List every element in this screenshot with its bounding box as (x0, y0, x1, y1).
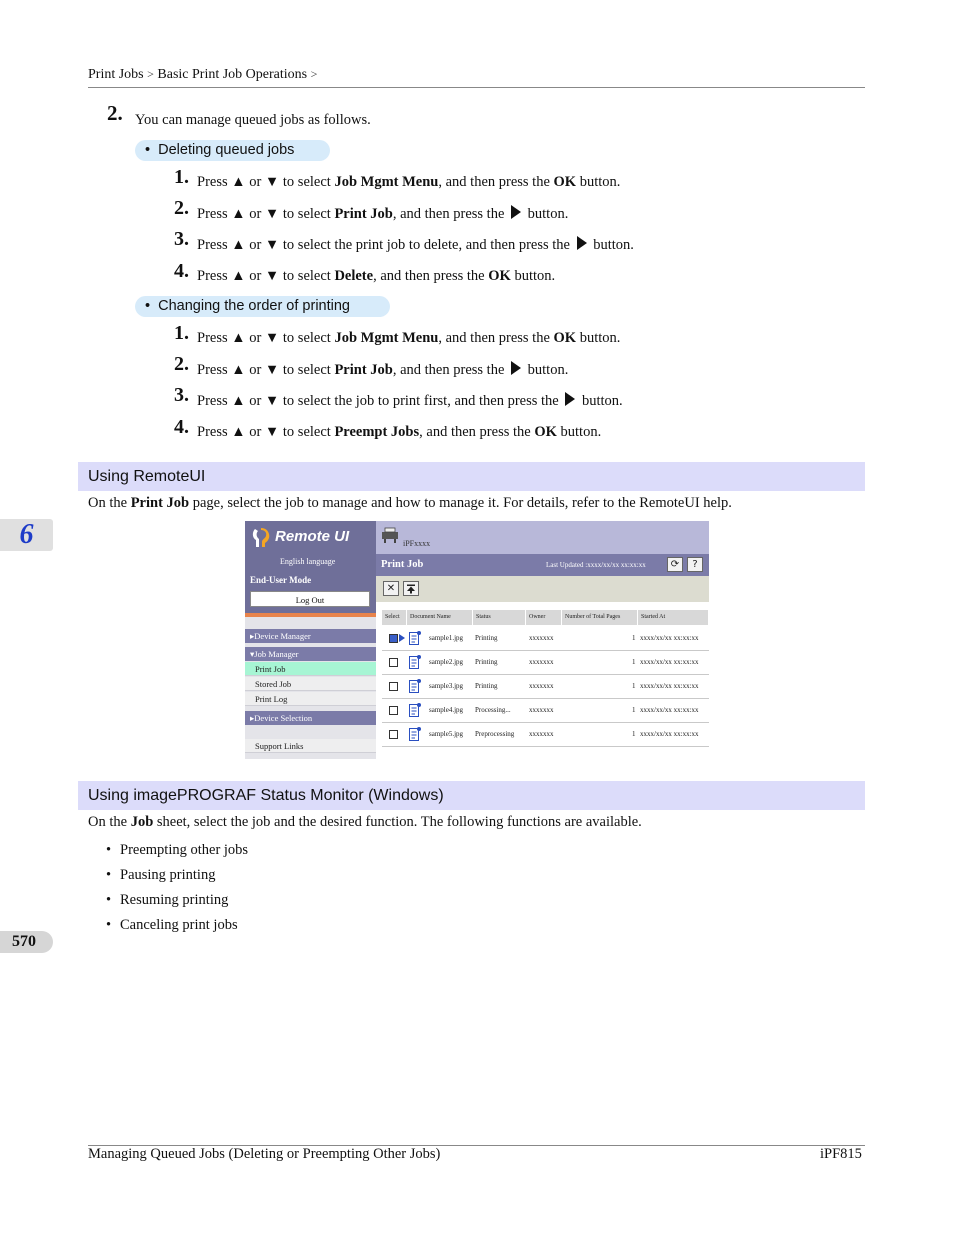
row-select-checkbox[interactable] (389, 658, 398, 667)
bullet-dot: • (145, 298, 159, 314)
right-arrow-key-icon (511, 205, 521, 219)
remoteui-main (376, 521, 709, 759)
chevron-right-icon: ▸ (250, 631, 255, 641)
breadcrumb (88, 67, 317, 83)
substep-number: 4. (174, 416, 189, 438)
document-name-link[interactable]: sample5.jpg (429, 730, 464, 738)
remoteui-device-header (376, 521, 709, 554)
status-cell: Preprocessing (475, 730, 515, 738)
table-row[interactable] (382, 626, 709, 651)
right-arrow-key-icon (577, 236, 587, 250)
sidebar-item-print-log[interactable]: Print Log (245, 692, 376, 706)
menu-item-name: Job Mgmt Menu (334, 174, 439, 190)
paragraph-text: page, select the job to manage and how to manage it. For details, refer to the RemoteUI help. (189, 495, 732, 511)
row-select-checkbox[interactable] (389, 706, 398, 715)
substep-number: 2. (174, 197, 189, 219)
substep-text: Press ▲ or ▼ to select (197, 268, 335, 284)
substep-text: Press ▲ or ▼ to select (197, 424, 335, 440)
owner-cell: xxxxxxx (529, 634, 554, 642)
owner-cell: xxxxxxx (529, 730, 554, 738)
total-pages-cell: 1 (632, 706, 636, 714)
right-arrow-key-icon (511, 361, 521, 375)
footer-model-name: iPF815 (820, 1146, 862, 1162)
current-job-indicator-icon (399, 634, 405, 642)
substep-number: 2. (174, 353, 189, 375)
last-updated-label: Last Updated :xxxx/xx/xx xx:xx:xx (546, 561, 646, 569)
help-button[interactable]: ? (687, 557, 703, 572)
row-select-checkbox[interactable] (389, 682, 398, 691)
bullet-dot: • (106, 867, 112, 883)
delete-job-button[interactable] (383, 581, 399, 596)
substep-text: button. (524, 206, 569, 222)
owner-cell: xxxxxxx (529, 706, 554, 714)
status-cell: Printing (475, 682, 498, 690)
logout-button[interactable]: Log Out (250, 591, 370, 607)
refresh-button[interactable] (667, 557, 683, 572)
document-name-link[interactable]: sample1.jpg (429, 634, 464, 642)
breadcrumb-item[interactable]: Print Jobs (88, 67, 144, 82)
menu-item-name: Print Job (334, 206, 393, 222)
table-row[interactable] (382, 650, 709, 675)
substep-text: button. (576, 174, 621, 190)
remoteui-paragraph (88, 495, 732, 512)
substep-text: Press ▲ or ▼ to select (197, 174, 335, 190)
document-name-link[interactable]: sample4.jpg (429, 706, 464, 714)
page-number: 570 (0, 931, 53, 953)
started-at-cell: xxxx/xx/xx xx:xx:xx (640, 730, 699, 738)
breadcrumb-item[interactable]: Basic Print Job Operations (157, 67, 308, 82)
section-pill-changing-order (135, 296, 390, 317)
status-cell: Printing (475, 658, 498, 666)
sheet-name: Job (130, 814, 154, 830)
substep-number: 3. (174, 384, 189, 406)
list-item (106, 867, 215, 884)
step-number: 2. (107, 101, 123, 125)
substep-number: 3. (174, 228, 189, 250)
total-pages-cell: 1 (632, 730, 636, 738)
substep-number: 4. (174, 260, 189, 282)
document-name-link[interactable]: sample2.jpg (429, 658, 464, 666)
sidebar-item-support-links[interactable]: Support Links (245, 739, 376, 753)
footer-section-title: Managing Queued Jobs (Deleting or Preempting Other Jobs) (88, 1146, 441, 1162)
table-row[interactable] (382, 722, 709, 747)
substep-number: 1. (174, 166, 189, 188)
status-monitor-paragraph (88, 814, 642, 831)
total-pages-cell: 1 (632, 634, 636, 642)
section-heading-status-monitor: Using imagePROGRAF Status Monitor (Windows) (78, 781, 865, 810)
sidebar-item-label: Device Manager (254, 631, 311, 641)
paragraph-text: On the (88, 495, 131, 511)
substep-text: Press ▲ or ▼ to select the print job to delete, and then press the (197, 237, 574, 253)
section-pill-deleting (135, 140, 330, 161)
status-cell: Printing (475, 634, 498, 642)
substep-text: , and then press the (392, 362, 509, 378)
chevron-right-icon: ▸ (250, 713, 255, 723)
section-heading-remoteui: Using RemoteUI (78, 462, 865, 491)
language-link[interactable]: English language (280, 557, 336, 566)
menu-item-name: Job Mgmt Menu (334, 330, 439, 346)
column-header[interactable]: Document Name (407, 610, 473, 625)
total-pages-cell: 1 (632, 682, 636, 690)
list-item (106, 917, 238, 934)
substep-text: Press ▲ or ▼ to select (197, 206, 335, 222)
menu-item-name: Delete (334, 268, 374, 284)
menu-item-name: Print Job (334, 362, 393, 378)
close-icon: ✕ (386, 583, 396, 594)
row-select-checkbox[interactable] (389, 730, 398, 739)
printer-icon (381, 527, 399, 543)
page-title: Print Job (381, 559, 424, 570)
ok-key-name: OK (488, 268, 511, 284)
bullet-dot: • (106, 917, 112, 933)
started-at-cell: xxxx/xx/xx xx:xx:xx (640, 682, 699, 690)
device-model-name: iPFxxxx (403, 539, 431, 548)
list-item-text: Preempting other jobs (120, 842, 249, 858)
sidebar-item-job-manager[interactable] (245, 647, 376, 661)
sidebar-accent-divider (245, 613, 376, 617)
document-icon (409, 631, 421, 645)
ok-key-name: OK (534, 424, 557, 440)
remoteui-logo-area (245, 521, 376, 613)
started-at-cell: xxxx/xx/xx xx:xx:xx (640, 634, 699, 642)
substep-text: , and then press the (419, 424, 535, 440)
document-icon (409, 727, 421, 741)
substep-number: 1. (174, 322, 189, 344)
column-header[interactable]: Started At (638, 610, 709, 625)
substep-text: button. (576, 330, 621, 346)
status-cell: Processing... (475, 706, 511, 714)
list-item-text: Pausing printing (120, 867, 216, 883)
remoteui-logo-icon (251, 526, 271, 550)
list-item-text: Resuming printing (120, 892, 229, 908)
column-header[interactable]: Select (382, 610, 407, 625)
bullet-dot: • (106, 892, 112, 908)
breadcrumb-separator: > (310, 67, 318, 81)
substep-text: button. (524, 362, 569, 378)
substep-text: button. (589, 237, 634, 253)
move-to-top-icon (406, 584, 416, 594)
column-header[interactable]: Number of Total Pages (562, 610, 638, 625)
page-name: Print Job (130, 495, 190, 511)
ok-key-name: OK (553, 330, 577, 346)
sidebar-item-label: Device Selection (254, 713, 313, 723)
document-name-link[interactable]: sample3.jpg (429, 682, 464, 690)
preempt-job-button[interactable] (403, 581, 419, 596)
sidebar-item-print-job[interactable]: Print Job (245, 662, 376, 676)
substep-text: Press ▲ or ▼ to select (197, 330, 335, 346)
paragraph-text: sheet, select the job and the desired function. The following functions are available. (153, 814, 642, 830)
started-at-cell: xxxx/xx/xx xx:xx:xx (640, 706, 699, 714)
right-arrow-key-icon (565, 392, 575, 406)
header-divider (88, 87, 865, 88)
pill-label: Deleting queued jobs (158, 142, 295, 158)
pill-label: Changing the order of printing (158, 298, 350, 314)
column-header[interactable]: Status (473, 610, 526, 625)
sidebar-item-label: Job Manager (254, 649, 299, 659)
table-row[interactable] (382, 698, 709, 723)
menu-item-name: Preempt Jobs (334, 424, 420, 440)
refresh-icon: ⟳ (670, 559, 680, 570)
breadcrumb-separator: > (147, 67, 154, 81)
substep-text: , and then press the (438, 330, 554, 346)
list-item (106, 892, 228, 909)
sidebar-item-device-manager[interactable] (245, 629, 376, 643)
chapter-tab[interactable]: 6 (0, 519, 53, 551)
substep-text: , and then press the (373, 268, 489, 284)
document-icon (409, 703, 421, 717)
document-icon (409, 679, 421, 693)
job-toolbar (376, 576, 709, 602)
list-item-text: Canceling print jobs (120, 917, 238, 933)
list-item (106, 842, 248, 859)
sidebar-item-device-selection[interactable] (245, 711, 376, 725)
document-icon (409, 655, 421, 669)
substep-text: button. (556, 424, 602, 440)
chevron-down-icon: ▾ (250, 649, 255, 659)
remoteui-screenshot (245, 521, 709, 759)
row-select-checkbox[interactable] (389, 634, 398, 643)
paragraph-text: On the (88, 814, 131, 830)
ok-key-name: OK (553, 174, 577, 190)
step-text: You can manage queued jobs as follows. (135, 112, 371, 128)
substep-text: button. (510, 268, 556, 284)
substep-text: , and then press the (392, 206, 509, 222)
remoteui-sidebar (245, 521, 376, 759)
owner-cell: xxxxxxx (529, 658, 554, 666)
remoteui-title-bar (376, 554, 709, 576)
bullet-dot: • (145, 142, 159, 158)
substep-text: Press ▲ or ▼ to select (197, 362, 335, 378)
user-mode-label: End-User Mode (250, 575, 312, 585)
started-at-cell: xxxx/xx/xx xx:xx:xx (640, 658, 699, 666)
substep-text: Press ▲ or ▼ to select the job to print first, and then press the (197, 393, 563, 409)
owner-cell: xxxxxxx (529, 682, 554, 690)
substep-text: , and then press the (438, 174, 554, 190)
remoteui-logo-text: Remote UI (275, 528, 350, 545)
sidebar-item-stored-job[interactable]: Stored Job (245, 677, 376, 691)
substep-text: button. (578, 393, 623, 409)
total-pages-cell: 1 (632, 658, 636, 666)
table-row[interactable] (382, 674, 709, 699)
column-header[interactable]: Owner (526, 610, 562, 625)
bullet-dot: • (106, 842, 112, 858)
